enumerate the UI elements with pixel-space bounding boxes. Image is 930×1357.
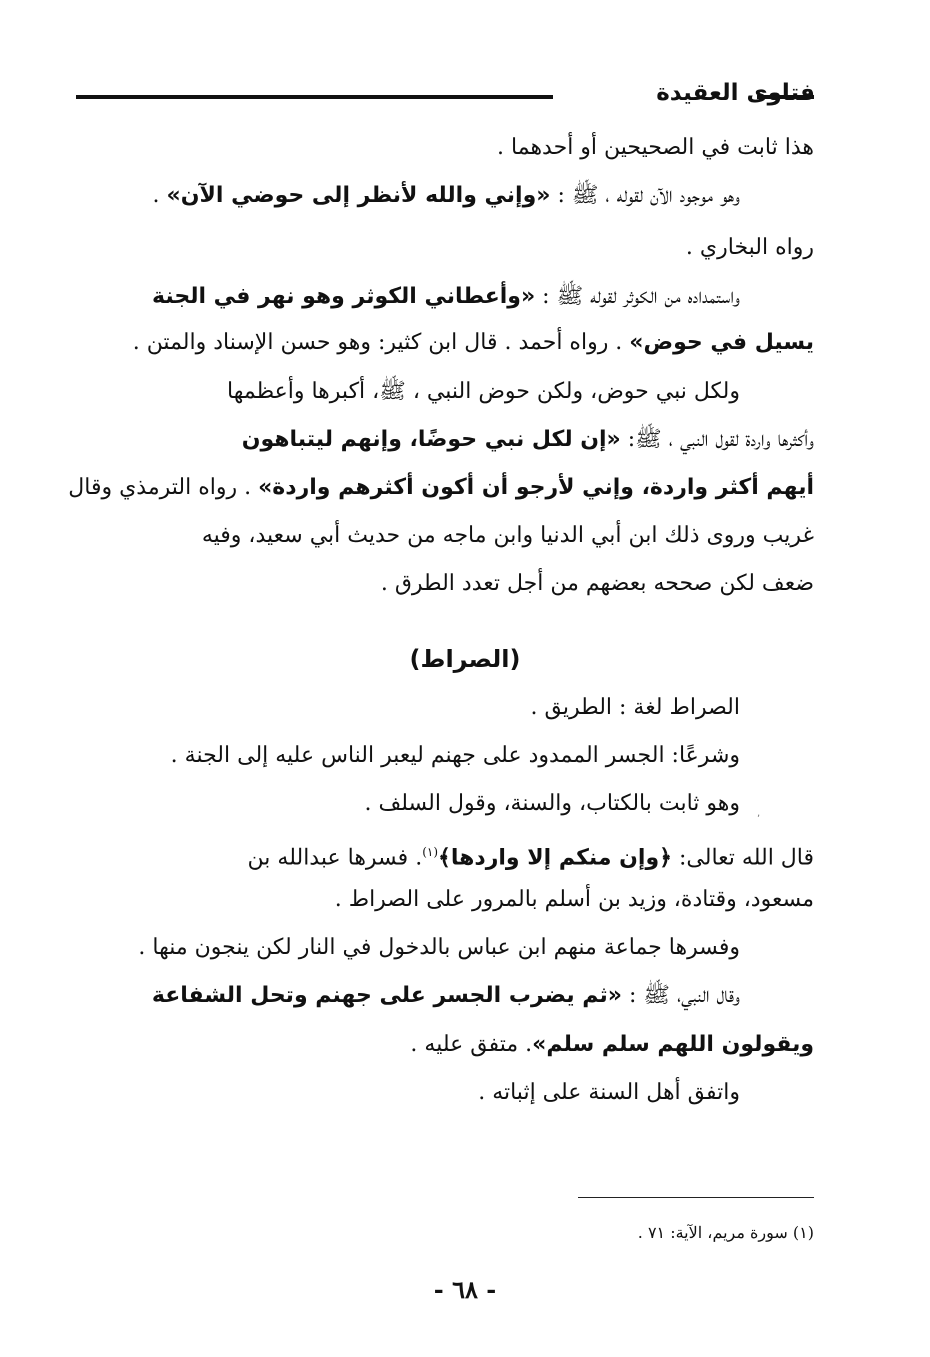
- text-line: واستمداده من الكوثر لقوله ﷺ : «وأعطاني الكوثر وهو نهر في الجنة: [152, 284, 740, 309]
- text-line: أيهم أكثر واردة، وإني لأرجو أن أكون أكثرهم واردة» . رواه الترمذي وقال: [68, 475, 814, 500]
- running-header-title: فتاوى العقيدة: [656, 80, 815, 106]
- text-line: وهو ثابت بالكتاب، والسنة، وقول السلف .: [364, 791, 740, 816]
- footnote-rule: [578, 1197, 814, 1198]
- hadith-quote: «وأعطاني الكوثر وهو نهر في الجنة: [152, 284, 536, 309]
- text-line: وأكثرها واردة لقول النبي ، ﷺ: «إن لكل نبي حوضًا، وإنهم ليتباهون: [241, 427, 814, 452]
- text-line: وشرعًا: الجسر الممدود على جهنم ليعبر الناس عليه إلى الجنة .: [170, 743, 740, 768]
- section-heading: (الصراط): [409, 645, 521, 673]
- hadith-quote: «إن لكل نبي حوضًا، وإنهم ليتباهون: [241, 427, 621, 452]
- text-line: وفسرها جماعة منهم ابن عباس بالدخول في النار لكن ينجون منها .: [138, 935, 740, 960]
- text-line: يسيل في حوض» . رواه أحمد . قال ابن كثير: وهو حسن الإسناد والمتن .: [132, 330, 814, 355]
- stray-mark: ,: [757, 808, 761, 819]
- header-rule-long: [76, 95, 553, 99]
- text-line: وقال النبي، ﷺ : «ثم يضرب الجسر على جهنم وتحل الشفاعة: [151, 983, 740, 1008]
- text-line: ضعف لكن صححه بعضهم من أجل تعدد الطرق .: [380, 571, 814, 596]
- footnote-ref: (١): [422, 845, 439, 859]
- page-number: - ٦٨ -: [433, 1275, 497, 1304]
- hadith-quote: «ثم يضرب الجسر على جهنم وتحل الشفاعة: [151, 983, 622, 1008]
- text-line: وهو موجود الآن لقوله ، ﷺ : «وإني والله لأنظر إلى حوضي الآن» .: [152, 183, 740, 208]
- text-line: الصراط لغة : الطريق .: [530, 695, 740, 720]
- text-line: هذا ثابت في الصحيحين أو أحدهما .: [497, 135, 814, 160]
- quran-verse: ﴿وإن منكم إلا واردها﴾: [438, 845, 673, 871]
- text-line: رواه البخاري .: [685, 235, 814, 260]
- text-line: قال الله تعالى: ﴿وإن منكم إلا واردها﴾$^{(١)}$. فسرها عبدالله بن: [247, 845, 814, 871]
- footnote: (١) سورة مريم، الآية: ٧١ .: [637, 1223, 814, 1242]
- text-line: ويقولون اللهم سلم سلم». متفق عليه .: [410, 1032, 814, 1057]
- text-line: ولكل نبي حوض، ولكن حوض النبي ، ﷺ، أكبرها وأعظمها: [227, 379, 740, 404]
- hadith-quote: «وإني والله لأنظر إلى حوضي الآن»: [166, 183, 551, 208]
- text-line: واتفق أهل السنة على إثباته .: [478, 1080, 740, 1105]
- hadith-quote: ويقولون اللهم سلم سلم»: [532, 1032, 814, 1057]
- hadith-quote: يسيل في حوض»: [629, 330, 814, 355]
- hadith-quote: أيهم أكثر واردة، وإني لأرجو أن أكون أكثرهم واردة»: [258, 475, 814, 500]
- text-line: مسعود، وقتادة، وزيد بن أسلم بالمرور على الصراط .: [334, 887, 814, 912]
- text-line: غريب وروى ذلك ابن أبي الدنيا وابن ماجه من حديث أبي سعيد، وفيه: [201, 523, 814, 548]
